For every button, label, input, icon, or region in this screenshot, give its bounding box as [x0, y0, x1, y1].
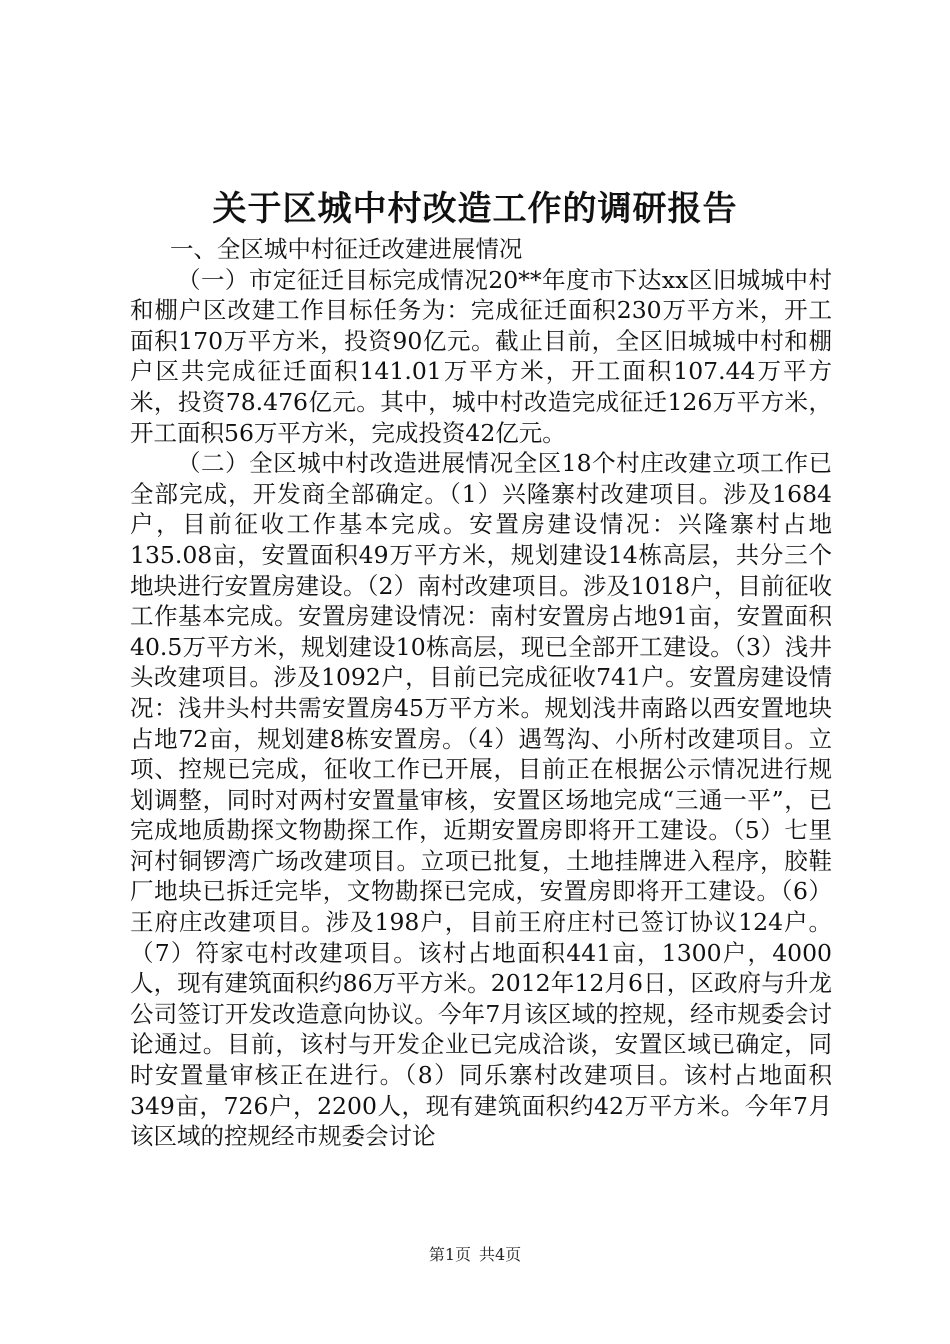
document-body: [130, 234, 832, 1152]
paragraph-progress: （二）全区城中村改造进展情况全区18个村庄改建立项工作已全部完成，开发商全部确定。（1）兴隆寨村改建项目。涉及1684户，目前征收工作基本完成。安置房建设情况：兴隆寨村占地135.08亩，安置面积49万平方米，规划建设14栋高层，共分三个地块进行安置房建设。（2）南村改建项目。涉及1018户，目前征收工作基本完成。安置房建设情况：南村安置房占地91亩，安置面积40.5万平方米，规划建设10栋高层，现已全部开工建设。（3）浅井头改建项目。涉及1092户，目前已完成征收741户。安置房建设情况：浅井头村共需安置房45万平方米。规划浅井南路以西安置地块占地72亩，规划建8栋安置房。（4）遇驾沟、小所村改建项目。立项、控规已完成，征收工作已开展，目前正在根据公示情况进行规划调整，同时对两村安置量审核，安置区场地完成“三通一平”，已完成地质勘探文物勘探工作，近期安置房即将开工建设。（5）七里河村铜锣湾广场改建项目。立项已批复，土地挂牌进入程序，胶鞋厂地块已拆迁完毕，文物勘探已完成，安置房即将开工建设。（6）王府庄改建项目。涉及198户，目前王府庄村已签订协议124户。（7）符家屯村改建项目。该村占地面积441亩，1300户，4000人，现有建筑面积约86万平方米。2012年12月6日，区政府与升龙公司签订开发改造意向协议。今年7月该区域的控规，经市规委会讨论通过。目前，该村与开发企业已完成洽谈，安置区域已确定，同时安置量审核正在进行。（8）同乐寨村改建项目。该村占地面积349亩，726户，2200人，现有建筑面积约42万平方米。今年7月该区域的控规经市规委会讨论: [130, 449, 832, 1151]
page-footer: [0, 1243, 950, 1267]
section-heading: 一、全区城中村征迁改建进展情况: [169, 235, 523, 263]
paragraph-targets: （一）市定征迁目标完成情况20**年度市下达xx区旧城城中村和棚户区改建工作目标任务为：完成征迁面积230万平方米，开工面积170万平方米，投资90亿元。截止目前，全区旧城城中村和棚户区共完成征迁面积141.01万平方米，开工面积107.44万平方米，投资78.476亿元。其中，城中村改造完成征迁126万平方米，开工面积56万平方米，完成投资42亿元。: [130, 265, 832, 447]
page-total: 共4页: [479, 1245, 522, 1264]
document-title: 关于区城中村改造工作的调研报告: [212, 189, 738, 229]
page-number: 第1页: [428, 1245, 471, 1264]
